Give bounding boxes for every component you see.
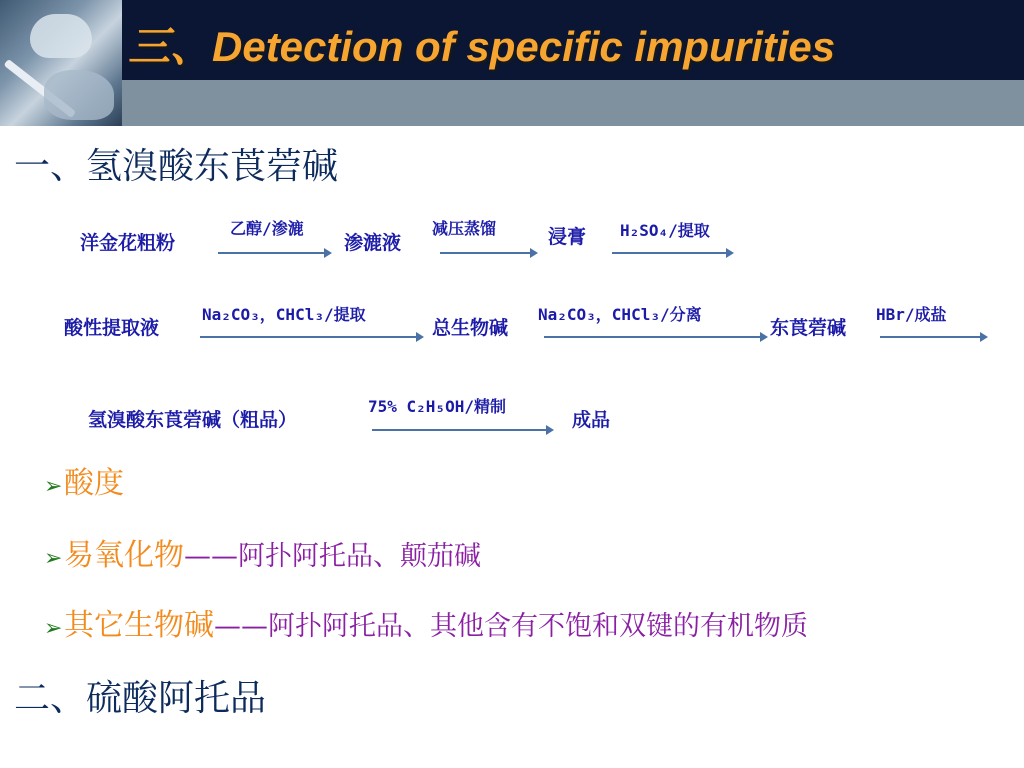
bullet-other-alkaloids [44, 600, 808, 644]
flow-arrow [880, 336, 986, 338]
flow-arrow [218, 252, 330, 254]
bullet-term: 其它生物碱 [64, 608, 214, 643]
arrowhead-bullet-icon: ➢ [44, 616, 63, 641]
slide-title: 三、Detection of specific impurities [128, 23, 836, 70]
bullet-detail: ——阿扑阿托品、其他含有不饱和双键的有机物质 [214, 611, 808, 642]
arrowhead-bullet-icon: ➢ [44, 474, 63, 499]
bullet-term: 易氧化物 [64, 538, 184, 573]
flow-step-sulfuric-extraction: H₂SO₄/提取 [620, 221, 710, 240]
flow-node-crude-product: 氢溴酸东莨菪碱（粗品） [88, 409, 298, 431]
section-heading-2: 二、硫酸阿托品 [14, 678, 267, 719]
flow-step-ethanol-percolation: 乙醇/渗漉 [230, 219, 304, 238]
flow-step-vacuum-distillation: 减压蒸馏 [432, 219, 497, 238]
flow-arrow [612, 252, 732, 254]
bullet-detail: ——阿扑阿托品、颠茄碱 [184, 541, 481, 572]
flow-node-acid-extract: 酸性提取液 [64, 317, 160, 339]
flow-step-chloroform-extraction: Na₂CO₃，CHCl₃/提取 [202, 305, 366, 324]
flow-node-scopolamine: 东莨菪碱 [770, 317, 847, 339]
flow-node-extract: 浸膏 [548, 226, 587, 248]
flow-node-percolate: 渗漉液 [344, 232, 402, 254]
flow-step-chloroform-separation: Na₂CO₃，CHCl₃/分离 [538, 305, 702, 324]
flow-arrow [200, 336, 422, 338]
bullet-acidity [44, 458, 124, 502]
flow-step-ethanol-refining: 75% C₂H₅OH/精制 [368, 397, 506, 416]
section-heading-1: 一、氢溴酸东莨菪碱 [14, 146, 339, 187]
flow-node-final-product: 成品 [572, 409, 611, 431]
flow-arrow [440, 252, 536, 254]
bullet-term: 酸度 [64, 466, 124, 501]
flow-node-raw-powder: 洋金花粗粉 [80, 232, 176, 254]
flow-step-hbr-salt: HBr/成盐 [876, 305, 947, 324]
arrowhead-bullet-icon: ➢ [44, 546, 63, 571]
flow-arrow [372, 429, 552, 431]
flow-node-total-alkaloids: 总生物碱 [432, 317, 509, 339]
flow-arrow [544, 336, 766, 338]
bullet-oxidizable-substances [44, 530, 481, 574]
